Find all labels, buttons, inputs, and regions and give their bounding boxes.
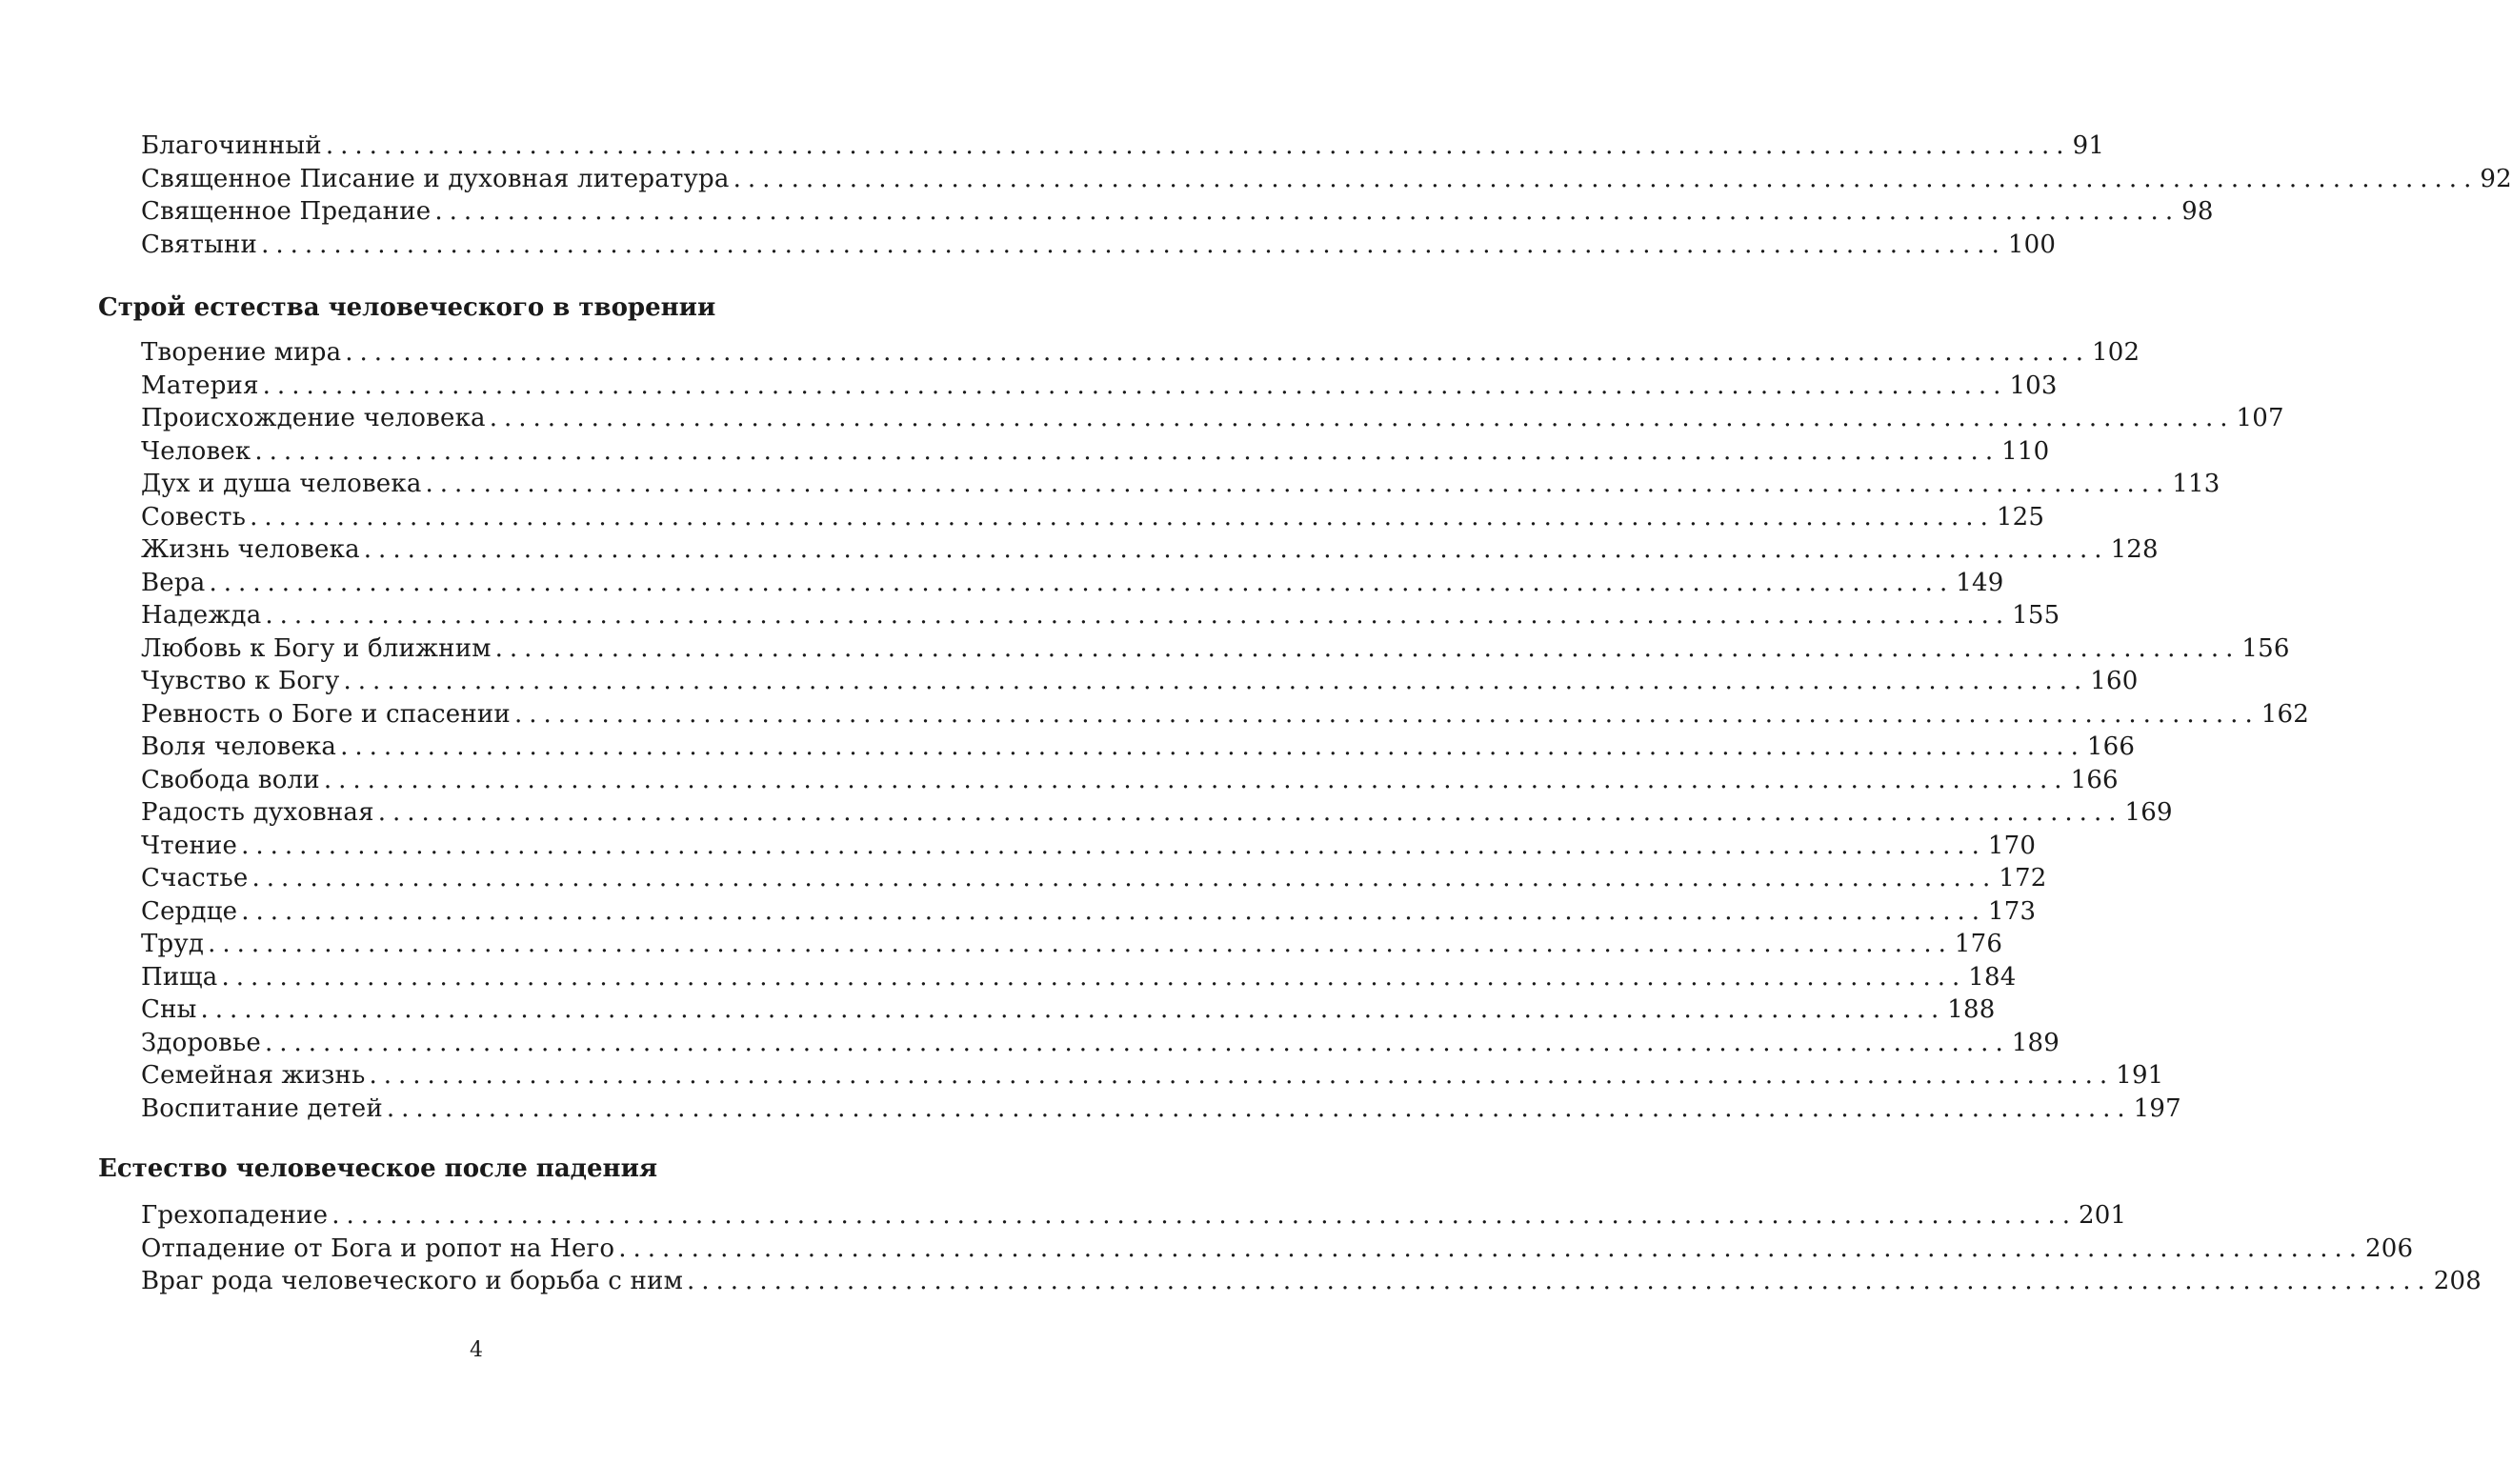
toc-entry-title: Творение мира bbox=[141, 338, 342, 367]
toc-leader-dots: ........................................................................................................................ bbox=[265, 601, 2011, 630]
toc-entry-title: Совесть bbox=[141, 502, 247, 531]
toc-leader-dots: ........................................................................................................................ bbox=[221, 962, 1967, 992]
toc-entry bbox=[141, 371, 2058, 405]
toc-entry bbox=[141, 962, 2017, 996]
toc-entry-page: 188 bbox=[1947, 995, 1996, 1024]
toc-entry-title: Здоровье bbox=[141, 1028, 261, 1057]
toc-entry bbox=[141, 502, 2045, 536]
toc-entry-page: 184 bbox=[1968, 962, 2017, 992]
toc-entry bbox=[141, 1028, 2060, 1062]
toc-entry-title: Вера bbox=[141, 568, 206, 597]
toc-entry-page: 189 bbox=[2011, 1028, 2060, 1057]
toc-leader-dots: ........................................................................................................................ bbox=[343, 667, 2089, 695]
toc-entry-page: 169 bbox=[2124, 798, 2173, 827]
toc-entry-page: 149 bbox=[1956, 568, 2004, 597]
toc-entry-page: 176 bbox=[1954, 930, 2003, 958]
toc-entry-page: 128 bbox=[2110, 535, 2159, 564]
toc-entry bbox=[141, 404, 2284, 437]
toc-entry-title: Ревность о Боге и спасении bbox=[141, 699, 511, 729]
toc-entry-title: Священное Писание и духовная литература bbox=[141, 164, 730, 193]
toc-entry bbox=[141, 831, 2037, 865]
toc-entry bbox=[141, 1061, 2164, 1094]
toc-leader-dots: ........................................................................................................................ bbox=[254, 436, 2000, 466]
toc-entry-page: 191 bbox=[2116, 1061, 2164, 1090]
toc-entry-title: Материя bbox=[141, 371, 259, 400]
toc-leader-dots: ........................................................................................................................ bbox=[377, 798, 2123, 827]
toc-entry bbox=[141, 633, 2290, 668]
toc-entry-page: 102 bbox=[2092, 338, 2140, 367]
toc-entry-page: 208 bbox=[2433, 1267, 2482, 1295]
toc-leader-dots: ........................................................................................................................ bbox=[386, 1093, 2132, 1123]
toc-leader-dots: ........................................................................................................................ bbox=[262, 371, 2008, 400]
toc-entry-page: 107 bbox=[2236, 404, 2284, 432]
toc-entry-page: 197 bbox=[2133, 1093, 2181, 1123]
toc-leader-dots: ........................................................................................................................ bbox=[340, 732, 2085, 761]
toc-entry bbox=[141, 699, 2309, 733]
toc-entry-page: 173 bbox=[1988, 896, 2037, 926]
toc-entry-title: Воспитание детей bbox=[141, 1093, 383, 1123]
toc-entry-title: Жизнь человека bbox=[141, 535, 360, 564]
toc-entry bbox=[141, 1093, 2181, 1128]
toc-entry bbox=[141, 568, 2004, 602]
toc-entry bbox=[141, 732, 2136, 766]
toc-entry bbox=[141, 131, 2105, 165]
toc-leader-dots: ........................................................................................................................ bbox=[251, 864, 1998, 892]
toc-entry-page: 172 bbox=[1999, 864, 2047, 892]
toc-leader-dots: ........................................................................................................................ bbox=[494, 633, 2241, 663]
toc-entry-title: Дух и душа человека bbox=[141, 470, 422, 498]
toc-entry bbox=[141, 1233, 2414, 1268]
toc-entry bbox=[141, 798, 2173, 832]
toc-entry-title: Счастье bbox=[141, 864, 249, 892]
toc-leader-dots: ........................................................................................................................ bbox=[241, 896, 1987, 926]
section-heading-fall: Естество человеческое после падения bbox=[98, 1154, 658, 1183]
toc-entry-title: Пища bbox=[141, 962, 218, 992]
toc-entry bbox=[141, 930, 2003, 963]
toc-entry-page: 103 bbox=[2009, 371, 2058, 400]
toc-entry-page: 206 bbox=[2365, 1233, 2414, 1263]
toc-leader-dots: ........................................................................................................................ bbox=[208, 930, 1953, 958]
toc-leader-dots: ........................................................................................................................ bbox=[250, 502, 1995, 531]
toc-entry-title: Любовь к Богу и ближним bbox=[141, 633, 492, 663]
toc-entry bbox=[141, 197, 2214, 231]
toc-entry-title: Свобода воли bbox=[141, 765, 320, 794]
toc-entry bbox=[141, 995, 1996, 1029]
toc-entry bbox=[141, 230, 2057, 264]
toc-entry-page: 170 bbox=[1987, 831, 2037, 860]
toc-entry bbox=[141, 601, 2060, 634]
toc-leader-dots: ........................................................................................................................ bbox=[369, 1061, 2115, 1090]
toc-entry-page: 113 bbox=[2172, 470, 2221, 498]
toc-entry-page: 110 bbox=[2001, 436, 2050, 466]
toc-leader-dots: ........................................................................................................................ bbox=[345, 338, 2091, 367]
toc-entry-title: Чтение bbox=[141, 831, 238, 860]
toc-entry bbox=[141, 1201, 2127, 1234]
toc-leader-dots: ........................................................................................................................ bbox=[241, 831, 1986, 860]
toc-entry-title: Святыни bbox=[141, 230, 258, 259]
toc-leader-dots: ........................................................................................................................ bbox=[513, 699, 2260, 729]
toc-entry-page: 162 bbox=[2261, 699, 2309, 729]
toc-leader-dots: ........................................................................................................................ bbox=[363, 535, 2109, 564]
toc-leader-dots: ........................................................................................................................ bbox=[264, 1028, 2010, 1057]
toc-entry-page: 156 bbox=[2241, 633, 2290, 663]
toc-group-2 bbox=[141, 338, 2309, 1127]
toc-entry-title: Семейная жизнь bbox=[141, 1061, 366, 1090]
toc-leader-dots: ........................................................................................................................ bbox=[332, 1201, 2077, 1230]
toc-entry bbox=[141, 896, 2037, 931]
toc-leader-dots: ........................................................................................................................ bbox=[323, 765, 2069, 794]
toc-entry-title: Враг рода человеческого и борьба с ним bbox=[141, 1267, 683, 1295]
toc-entry-page: 92 bbox=[2480, 164, 2512, 193]
page-number: 4 bbox=[470, 1338, 483, 1362]
toc-leader-dots: ........................................................................................................................ bbox=[733, 164, 2479, 193]
toc-entry-page: 166 bbox=[2086, 732, 2136, 761]
toc-entry-title: Священное Предание bbox=[141, 197, 432, 226]
toc-entry bbox=[141, 164, 2512, 198]
toc-leader-dots: ........................................................................................................................ bbox=[618, 1233, 2364, 1263]
toc-entry-title: Сны bbox=[141, 995, 197, 1024]
toc-entry-title: Радость духовная bbox=[141, 798, 374, 827]
toc-entry-title: Труд bbox=[141, 930, 205, 958]
toc-entry-title: Воля человека bbox=[141, 732, 337, 761]
toc-entry-page: 91 bbox=[2072, 131, 2105, 160]
toc-entry bbox=[141, 1267, 2482, 1300]
toc-leader-dots: ........................................................................................................................ bbox=[687, 1267, 2432, 1295]
toc-entry-page: 98 bbox=[2181, 197, 2214, 226]
toc-entry-page: 100 bbox=[2007, 230, 2057, 259]
toc-leader-dots: ........................................................................................................................ bbox=[425, 470, 2171, 498]
toc-entry bbox=[141, 535, 2159, 569]
toc-entry-title: Грехопадение bbox=[141, 1201, 329, 1230]
toc-entry bbox=[141, 667, 2139, 700]
toc-entry-title: Сердце bbox=[141, 896, 238, 926]
toc-group-3 bbox=[141, 1201, 2482, 1300]
toc-entry-title: Чувство к Богу bbox=[141, 667, 340, 695]
toc-entry-title: Человек bbox=[141, 436, 251, 466]
toc-entry bbox=[141, 864, 2047, 897]
toc-entry-page: 201 bbox=[2079, 1201, 2127, 1230]
toc-entry-page: 160 bbox=[2090, 667, 2139, 695]
toc-entry-title: Происхождение человека bbox=[141, 404, 486, 432]
toc-entry-page: 166 bbox=[2070, 765, 2119, 794]
toc-group-1 bbox=[141, 131, 2512, 263]
toc-entry-title: Благочинный bbox=[141, 131, 322, 160]
toc-entry bbox=[141, 436, 2050, 471]
toc-entry-page: 125 bbox=[1996, 502, 2045, 531]
toc-leader-dots: ........................................................................................................................ bbox=[325, 131, 2071, 160]
toc-entry-title: Надежда bbox=[141, 601, 262, 630]
toc-entry-title: Отпадение от Бога и ропот на Него bbox=[141, 1233, 615, 1263]
toc-entry bbox=[141, 470, 2221, 503]
section-heading-creation: Строй естества человеческого в творении bbox=[98, 293, 716, 322]
toc-leader-dots: ........................................................................................................................ bbox=[261, 230, 2006, 259]
toc-leader-dots: ........................................................................................................................ bbox=[434, 197, 2180, 226]
toc-leader-dots: ........................................................................................................................ bbox=[209, 568, 1955, 597]
toc-entry bbox=[141, 338, 2140, 371]
toc-entry bbox=[141, 765, 2119, 799]
toc-leader-dots: ........................................................................................................................ bbox=[489, 404, 2235, 432]
toc-leader-dots: ........................................................................................................................ bbox=[200, 995, 1946, 1024]
toc-entry-page: 155 bbox=[2012, 601, 2060, 630]
